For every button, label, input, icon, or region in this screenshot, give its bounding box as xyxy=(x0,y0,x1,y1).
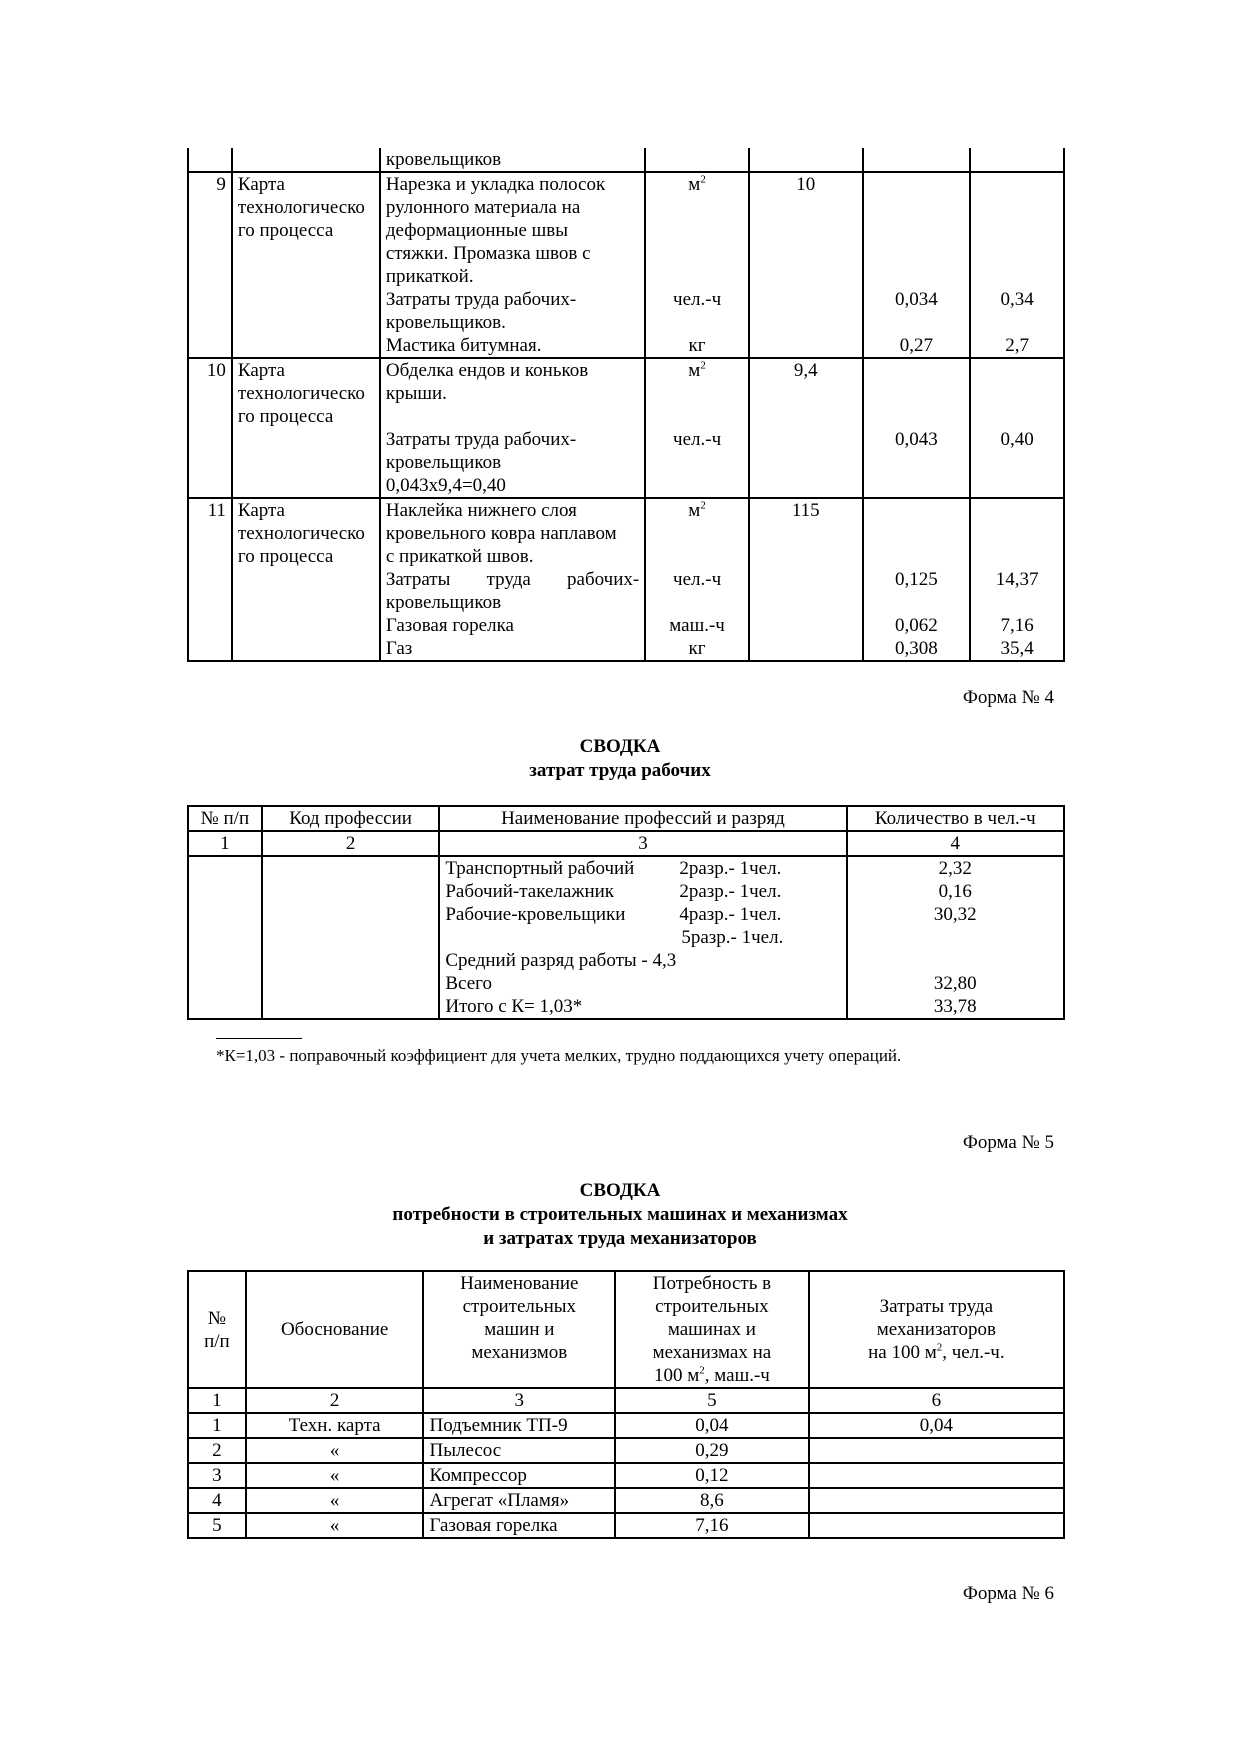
form-5-heading xyxy=(0,1179,1240,1251)
norm-cell: 0,043 xyxy=(863,358,971,498)
desc-cell: Наклейка нижнего слоя кровельного ковра наплавом с прикаткой швов. Затраты труда рабочих- кровельщиков Газовая горелка Газ xyxy=(380,498,645,661)
total-cell: 0,40 xyxy=(970,358,1064,498)
basis-cell: Карта технологическо го процесса xyxy=(232,358,380,498)
qty-cell: 10 xyxy=(749,172,863,358)
desc-cell: Нарезка и укладка полосок рулонного материала на деформационные швы стяжки. Промазка швов с прикаткой. Затраты труда рабочих- кровельщиков. Мастика битумная. xyxy=(380,172,645,358)
row-number: 11 xyxy=(188,498,232,661)
desc-cell: Обделка ендов и коньков крыши. Затраты труда рабочих- кровельщиков 0,043х9,4=0,40 xyxy=(380,358,645,498)
table-row: 4 « Агрегат «Пламя» 8,6 xyxy=(188,1488,1064,1513)
unit-cell: $м^2$ чел.-ч маш.-ч кг xyxy=(645,498,749,661)
form-4-label: Форма № 4 xyxy=(962,687,1054,708)
total-cell: 0,34 2,7 xyxy=(970,172,1064,358)
row-number: 10 xyxy=(188,358,232,498)
table-row xyxy=(188,148,1064,172)
quantity-list: 2,32 0,16 30,32 32,80 33,78 xyxy=(847,856,1064,1019)
table-row: 1 Техн. карта Подъемник ТП-9 0,04 0,04 xyxy=(188,1413,1064,1438)
form-4-heading xyxy=(0,735,1240,783)
footnote-divider xyxy=(216,1038,302,1039)
machinery-summary-table xyxy=(187,1270,1065,1539)
form-6-label: Форма № 6 xyxy=(962,1583,1054,1604)
unit-cell: $м^2$ чел.-ч xyxy=(645,358,749,498)
technology-table xyxy=(187,148,1065,662)
total-cell: 14,37 7,16 35,4 xyxy=(970,498,1064,661)
form-4-title: СВОДКА xyxy=(579,736,661,757)
table-row: 3 « Компрессор 0,12 xyxy=(188,1463,1064,1488)
desc-cell: кровельщиков xyxy=(380,148,645,172)
table-row xyxy=(188,358,1064,498)
table-header-row: № п/п Обоснование Наименование строительных машин и механизмов Потребность в строительных машинах и механизмах на 100 $м^2$, маш.-ч Затраты труда механизаторов на 100 $м^2$, чел.-ч. xyxy=(188,1271,1064,1388)
table-row: 2 « Пылесос 0,29 xyxy=(188,1438,1064,1463)
form-4-subtitle: затрат труда рабочих xyxy=(529,760,711,781)
form-5-label: Форма № 5 xyxy=(962,1132,1054,1153)
labor-summary-table xyxy=(187,805,1065,1020)
row-number: 9 xyxy=(188,172,232,358)
column-number-row: 1 2 3 5 6 xyxy=(188,1388,1064,1413)
qty-cell: 115 xyxy=(749,498,863,661)
table-header-row: № п/п Код профессии Наименование профессий и разряд Количество в чел.-ч xyxy=(188,806,1064,831)
form-5-subtitle-2: и затратах труда механизаторов xyxy=(483,1228,757,1249)
basis-cell: Карта технологическо го процесса xyxy=(232,498,380,661)
profession-list: Транспортный рабочий 2разр.- 1чел. Рабочий-такелажник 2разр.- 1чел. Рабочие-кровельщики 4разр.- 1чел. 5разр.- 1чел. Средний разряд работы - 4,3 Всего Итого с К= 1,03* xyxy=(439,856,846,1019)
form-5-subtitle-1: потребности в строительных машинах и механизмах xyxy=(392,1204,848,1225)
footnote: *К=1,03 - поправочный коэффициент для учета мелких, трудно поддающихся учету операций. xyxy=(216,1046,902,1065)
table-row: 5 « Газовая горелка 7,16 xyxy=(188,1513,1064,1538)
qty-cell: 9,4 xyxy=(749,358,863,498)
column-number-row: 1 2 3 4 xyxy=(188,831,1064,856)
norm-cell: 0,034 0,27 xyxy=(863,172,971,358)
table-row xyxy=(188,856,1064,1019)
norm-cell: 0,125 0,062 0,308 xyxy=(863,498,971,661)
table-row xyxy=(188,172,1064,358)
form-5-title: СВОДКА xyxy=(579,1180,661,1201)
table-row xyxy=(188,498,1064,661)
basis-cell: Карта технологическо го процесса xyxy=(232,172,380,358)
unit-cell: $м^2$ чел.-ч кг xyxy=(645,172,749,358)
